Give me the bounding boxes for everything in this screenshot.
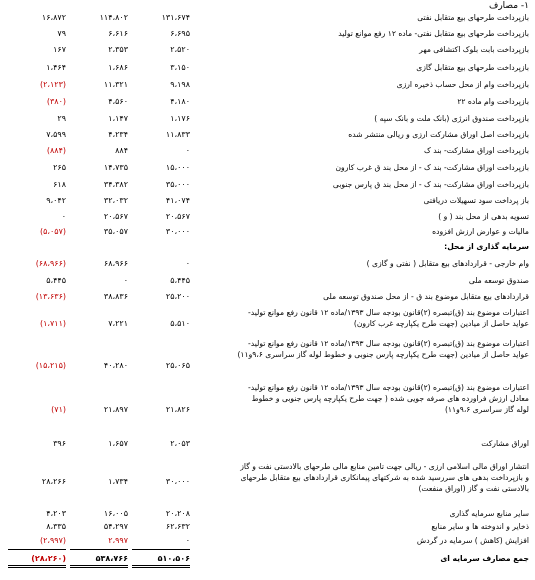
column-1-value: ۲۰،۲۰۸ (165, 509, 190, 518)
row-label: بازپرداخت طرحهای بیع متقابل گازی (416, 63, 529, 72)
column-3-value: (۲،۹۹۷) (39, 536, 66, 545)
column-3-value: (۳۸۰) (46, 97, 66, 106)
column-2-value: ۸۸۴ (115, 146, 128, 155)
total-rule (70, 549, 128, 550)
column-3-value: ۲۸،۲۶۶ (41, 477, 66, 486)
column-2-value: ۲۱،۸۹۷ (103, 405, 128, 414)
row-label: اوراق مشارکت (481, 439, 529, 448)
column-1-value: ۵،۵۱۰ (170, 319, 190, 328)
row-label: تسویه بدهی از محل بند ( و ) (438, 212, 529, 221)
column-1-total: ۵۱۰،۵۰۶ (157, 554, 190, 563)
row-label: بازپرداخت اوراق مشارکت- بند ک (424, 146, 529, 155)
row-label: اعتبارات موضوع بند (ق)تبصره (۲)قانون بودجه سال ۱۳۹۳/ماده ۱۲ قانون رفع موانع تولید-عواید حاصل از میادین (جهت طرح یکپارچه غرب کارون) (248, 308, 529, 328)
column-1-value: ۲،۵۲۰ (170, 45, 190, 54)
column-3-value: ۱۶۷ (53, 45, 66, 54)
total-label: جمع مصارف سرمایه ای (440, 554, 529, 563)
column-2-value: ۱۶،۰۰۵ (103, 509, 128, 518)
column-1-value: ۲۱،۸۲۶ (165, 405, 190, 414)
total-rule (132, 549, 190, 550)
row-label: بازپرداخت اوراق مشارکت- بند ک - از محل بند ق غرب کارون (335, 163, 529, 172)
row-label: مالیات و عوارض ارزش افزوده (432, 227, 529, 236)
double-underline (70, 567, 128, 568)
column-3-value: (۱،۷۱۱) (39, 319, 66, 328)
column-3-value: ۶۱۸ (53, 180, 66, 189)
column-1-value: ۴،۱۸۰ (170, 97, 190, 106)
row-label: بازپرداخت بابت بلوک اکتشافی مهر (419, 45, 529, 54)
column-2-value: ۴،۲۳۴ (108, 130, 128, 139)
row-label: بازپرداخت اوراق مشارکت- بند ک - از محل بند ق پارس جنوبی (332, 180, 529, 189)
column-2-value: ۰ (123, 276, 128, 285)
double-underline (70, 565, 128, 566)
column-2-value: ۲،۹۹۷ (108, 536, 128, 545)
row-label: بازپرداخت وام از محل حساب ذخیره ارزی (396, 80, 529, 89)
row-label: وام خارجی - قراردادهای بیع متقابل ( نفتی و گازی ) (366, 259, 529, 268)
column-1-value: ۵،۴۴۵ (170, 276, 190, 285)
column-1-value: ۳،۱۵۰ (170, 63, 190, 72)
double-underline (8, 565, 66, 566)
column-1-value: ۱۳۱،۶۷۴ (161, 13, 190, 22)
column-2-value: ۶،۶۱۶ (108, 29, 128, 38)
column-2-value: ۶۸،۹۶۶ (103, 259, 128, 268)
column-3-value: ۲۹ (57, 114, 66, 123)
row-label: بازپرداخت طرحهای بیع متقابل نفتی (417, 13, 529, 22)
column-2-value: ۱،۶۵۷ (108, 439, 128, 448)
column-3-value: ۱،۴۶۴ (46, 63, 66, 72)
column-2-value: ۵۴،۲۹۷ (103, 522, 128, 531)
column-1-value: ۲۵،۰۶۵ (165, 361, 190, 370)
column-2-value: ۱،۱۴۷ (108, 114, 128, 123)
column-3-value: (۱۳،۶۳۶) (35, 292, 66, 301)
column-2-value: ۳۲،۰۳۲ (103, 196, 128, 205)
column-2-value: ۳۵،۰۵۷ (103, 227, 128, 236)
subheading-investment: سرمایه گذاری از محل: (444, 242, 529, 251)
column-1-value: ۶،۶۹۵ (170, 29, 190, 38)
column-3-value: ۵،۴۴۵ (46, 276, 66, 285)
column-2-value: ۱۴،۷۳۵ (103, 163, 128, 172)
column-1-value: ۴۱،۰۷۴ (165, 196, 190, 205)
column-1-value: ۲۰،۵۶۷ (165, 212, 190, 221)
column-2-value: ۲۰،۵۶۷ (103, 212, 128, 221)
column-3-value: (۸۸۴) (46, 146, 66, 155)
column-1-value: ۳۰،۰۰۰ (165, 227, 190, 236)
row-label: ذخایر و اندوخته ها و سایر منابع (431, 522, 529, 531)
total-rule (8, 549, 66, 550)
column-1-value: ۰ (185, 259, 190, 268)
row-label: بازپرداخت طرحهای بیع متقابل نفتی- ماده ۱۲ رفع موانع تولید (338, 29, 529, 38)
row-label: باز پرداخت سود تسهیلات دریافتی (423, 196, 529, 205)
row-label: صندوق توسعه ملی (468, 276, 529, 285)
column-3-value: ۷،۵۹۹ (46, 130, 66, 139)
row-label: بازپرداخت وام ماده ۲۲ (457, 97, 529, 106)
column-2-value: ۴،۵۶۰ (108, 97, 128, 106)
double-underline (132, 567, 190, 568)
row-label: بازپرداخت صندوق انرژی (بانک ملت و بانک سپه ) (374, 114, 529, 123)
column-2-value: ۱۱،۳۲۱ (103, 80, 128, 89)
column-3-value: ۹،۰۴۲ (46, 196, 66, 205)
column-1-value: ۹،۱۹۸ (170, 80, 190, 89)
column-2-value: ۷،۲۲۱ (108, 319, 128, 328)
column-1-value: ۱۵،۰۰۰ (165, 163, 190, 172)
column-1-value: ۲۵،۲۰۰ (165, 292, 190, 301)
column-2-total: ۵۳۸،۷۶۶ (95, 554, 128, 563)
column-2-value: ۲،۳۵۳ (108, 45, 128, 54)
column-1-value: ۳۵،۰۰۰ (165, 180, 190, 189)
double-underline (8, 567, 66, 568)
row-label: اعتبارات موضوع بند (ق)تبصره (۲)قانون بودجه سال ۱۳۹۳/ماده ۱۲ قانون رفع موانع تولید-معادل ارزش فراورده های صرفه جویی شده ( جهت طرح یکپارچه پارس جنوبی و خطوط لوله گاز سراسری ۹،۶و۱۱) (248, 383, 529, 414)
column-3-value: (۵،۰۵۷) (39, 227, 66, 236)
column-1-value: ۲،۰۵۳ (170, 439, 190, 448)
column-3-value: ۰ (61, 212, 66, 221)
row-label: قراردادهای بیع متقابل موضوع بند ق - از محل صندوق توسعه ملی (323, 292, 529, 301)
column-3-value: (۱۵،۲۱۵) (35, 361, 66, 370)
column-2-value: ۴۰،۲۸۰ (103, 361, 128, 370)
column-2-value: ۳۴،۳۸۲ (103, 180, 128, 189)
column-3-value: ۱۶،۸۷۲ (41, 13, 66, 22)
row-label: سایر منابع سرمایه گذاری (449, 509, 529, 518)
row-label: بازپرداخت اصل اوراق مشارکت ارزی و ریالی منتشر شده (348, 130, 529, 139)
column-1-value: ۰ (185, 536, 190, 545)
column-3-total: (۲۸،۲۶۰) (31, 554, 66, 563)
column-3-value: (۶۸،۹۶۶) (35, 259, 66, 268)
row-label: افزایش (کاهش ) سرمایه در گردش (416, 536, 529, 545)
column-3-value: (۲،۱۲۳) (39, 80, 66, 89)
column-3-value: ۳۹۶ (53, 439, 66, 448)
column-2-value: ۱۱۴،۸۰۲ (99, 13, 128, 22)
column-2-value: ۱،۶۸۶ (108, 63, 128, 72)
column-1-value: ۱۱،۸۳۳ (165, 130, 190, 139)
column-1-value: ۰ (185, 146, 190, 155)
row-label: انتشار اوراق مالی اسلامی ارزی - ریالی جهت تامین منابع مالی طرحهای بالادستی نفت و گاز و بازپرداخت بدهی های سررسید شده به شرکتهای پیمانکاری قراردادهای بیع متقابل طرحهای بالادستی نفت و گاز (اوراق منفعت) (240, 462, 529, 493)
double-underline (132, 565, 190, 566)
column-1-value: ۶۲،۶۳۲ (165, 522, 190, 531)
column-3-value: ۲۶۵ (53, 163, 66, 172)
column-3-value: ۸،۳۳۵ (46, 522, 66, 531)
column-3-value: ۴،۲۰۳ (46, 509, 66, 518)
column-2-value: ۳۸،۸۳۶ (103, 292, 128, 301)
column-2-value: ۱،۷۳۴ (108, 477, 128, 486)
column-1-value: ۳۰،۰۰۰ (165, 477, 190, 486)
section-heading: ۱- مصارف (489, 1, 529, 11)
column-3-value: ۷۹ (57, 29, 66, 38)
column-3-value: (۷۱) (51, 405, 66, 414)
column-1-value: ۱،۱۷۶ (170, 114, 190, 123)
row-label: اعتبارات موضوع بند (ق)تبصره (۲)قانون بودجه سال ۱۳۹۳/ماده ۱۲ قانون رفع موانع تولید-عواید حاصل از میادین (جهت طرح یکپارچه پارس جنوبی و خطوط لوله گاز سراسری ۹،۶و۱۱) (237, 339, 529, 359)
